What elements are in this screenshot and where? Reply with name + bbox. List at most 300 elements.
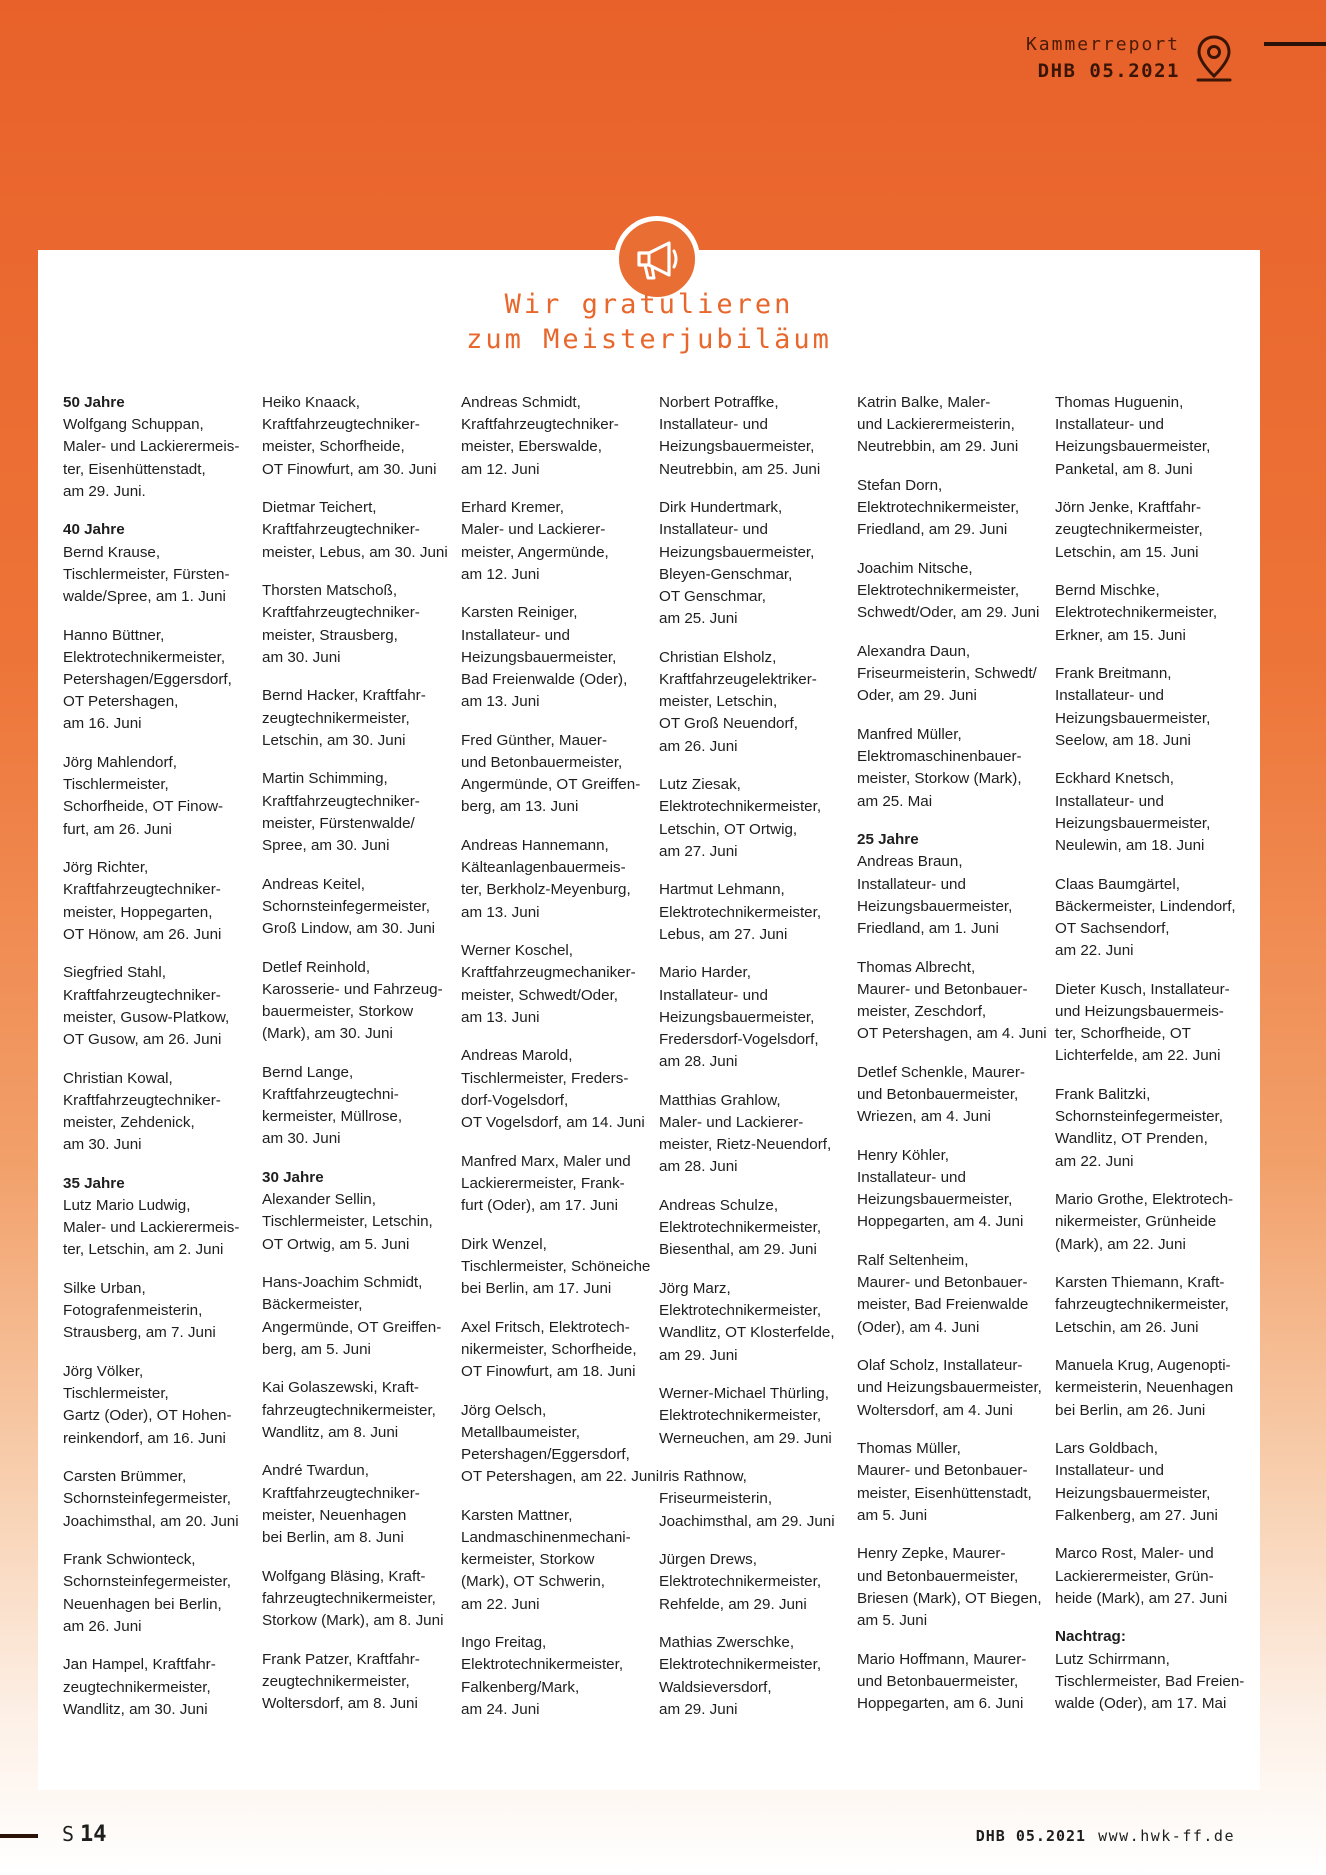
jubilee-entry: [262, 1566, 454, 1633]
entry-line: Lutz Ziesak,: [659, 776, 741, 794]
jubilee-entry: [1055, 874, 1247, 963]
entry-line: Elektrotechnikermeister,: [659, 1219, 822, 1237]
entry-line: zeugtechnikermeister,: [262, 709, 410, 727]
entry-line: am 27. Juni: [659, 842, 738, 860]
entry-line: Jörg Marz,: [659, 1280, 731, 1298]
jubilee-entry: [1055, 1084, 1247, 1173]
entry-line: Martin Schimming,: [262, 770, 388, 788]
entry-line: Matthias Grahlow,: [659, 1091, 781, 1109]
entry-line: Wandlitz, am 8. Juni: [262, 1423, 399, 1441]
jubilee-entry: [461, 1505, 653, 1616]
jubilee-entry: [262, 874, 454, 941]
entry-line: am 22. Juni: [461, 1595, 540, 1613]
entry-line: am 26. Juni: [659, 737, 738, 755]
footer-issue: DHB 05.2021: [975, 1827, 1087, 1845]
entry-line: meister, Zeschdorf,: [857, 1003, 987, 1021]
entry-line: Manfred Müller,: [857, 726, 962, 743]
entry-line: furt, am 26. Juni: [63, 820, 172, 838]
entry-line: Bernd Hacker, Kraftfahr-: [262, 687, 426, 705]
entry-line: furt (Oder), am 17. Juni: [461, 1197, 618, 1215]
entry-line: Schorfheide, OT Finow-: [63, 798, 224, 816]
entry-line: Briesen (Mark), OT Biegen,: [857, 1589, 1042, 1607]
jubilee-entry: [262, 392, 454, 481]
entry-line: Andreas Schmidt,: [461, 394, 581, 411]
entry-line: Mario Harder,: [659, 964, 751, 982]
entry-line: nikermeister, Grünheide: [1055, 1213, 1217, 1231]
entry-line: und Betonbauermeister,: [857, 1672, 1019, 1690]
jubilee-entry: [857, 1438, 1049, 1527]
entry-line: Elektrotechnikermeister,: [659, 798, 822, 816]
entry-line: Erhard Kremer,: [461, 499, 564, 517]
entry-line: Dirk Hundertmark,: [659, 499, 783, 517]
entry-line: Schornsteinfegermeister,: [1055, 1108, 1223, 1126]
entry-line: Lackierermeister, Grün-: [1055, 1567, 1214, 1585]
entry-line: meister, Neuenhagen: [262, 1506, 407, 1524]
entry-line: Wandlitz, am 30. Juni: [63, 1700, 208, 1718]
entry-line: Letschin, am 15. Juni: [1055, 543, 1199, 561]
entry-line: Kraftfahrzeugtechniker-: [63, 986, 221, 1004]
entry-line: Oder, am 29. Juni: [857, 687, 977, 705]
jubilee-entry: [1055, 392, 1247, 481]
entry-line: Biesenthal, am 29. Juni: [659, 1241, 817, 1259]
jubilee-entry: [461, 1317, 653, 1384]
jubilee-entry: [461, 730, 653, 819]
entry-line: Siegfried Stahl,: [63, 964, 166, 982]
entry-line: am 12. Juni: [461, 460, 540, 478]
entry-line: Landmaschinenmechani-: [461, 1529, 631, 1547]
entry-line: Woltersdorf, am 4. Juni: [857, 1401, 1013, 1419]
entry-line: Tischlermeister, Letschin,: [262, 1213, 433, 1231]
jubilee-entry: [262, 957, 454, 1046]
page-number-value: 14: [80, 1822, 107, 1847]
entry-line: Karsten Thiemann, Kraft-: [1055, 1274, 1225, 1292]
jubilee-entry: [461, 602, 653, 713]
entry-line: Bernd Krause,: [63, 543, 161, 561]
entry-line: am 5. Juni: [857, 1506, 928, 1524]
jubilee-entry: [461, 1045, 653, 1134]
entry-line: am 13. Juni: [461, 903, 540, 921]
entry-line: Kraftfahrzeugtechni-: [262, 1086, 399, 1104]
jubilee-entry: [63, 752, 255, 841]
entry-line: meister, Schorfheide,: [262, 438, 405, 456]
entry-line: Heizungsbauermeister,: [1055, 709, 1211, 727]
entry-line: Tischlermeister, Bad Freien-: [1055, 1672, 1245, 1690]
entry-line: Hartmut Lehmann,: [659, 881, 785, 899]
entry-line: (Mark), am 22. Juni: [1055, 1235, 1186, 1253]
entry-line: und Lackierermeisterin,: [857, 416, 1015, 434]
entry-line: reinkendorf, am 16. Juni: [63, 1429, 226, 1447]
entry-line: Wriezen, am 4. Juni: [857, 1108, 991, 1126]
page-title-line1: Wir gratulieren: [504, 289, 794, 320]
entry-line: Elektrotechnikermeister,: [659, 1573, 822, 1591]
entry-line: Friseurmeisterin, Schwedt/: [857, 665, 1037, 683]
entry-line: Friedland, am 29. Juni: [857, 521, 1008, 539]
entry-line: Detlef Schenkle, Maurer-: [857, 1063, 1025, 1081]
entry-line: Jürgen Drews,: [659, 1551, 757, 1569]
entry-line: fahrzeugtechnikermeister,: [262, 1401, 436, 1419]
entry-line: Elektrotechnikermeister,: [659, 1656, 822, 1674]
megaphone-icon: [629, 231, 685, 287]
entry-line: OT Finowfurt, am 18. Juni: [461, 1363, 636, 1381]
entry-line: am 13. Juni: [461, 1008, 540, 1026]
entry-line: Bernd Mischke,: [1055, 582, 1160, 600]
entry-line: Bäckermeister,: [262, 1296, 363, 1314]
jubilee-entry: [63, 1549, 255, 1638]
entry-line: Axel Fritsch, Elektrotech-: [461, 1318, 630, 1336]
entry-line: am 25. Mai: [857, 792, 933, 810]
entry-line: Manuela Krug, Augenopti-: [1055, 1357, 1231, 1375]
jubilee-entry: [262, 1062, 454, 1151]
entry-line: Jörg Richter,: [63, 859, 149, 877]
entry-line: Tischlermeister, Fürsten-: [63, 565, 230, 583]
entry-line: und Heizungsbauermeis-: [1055, 1003, 1224, 1021]
entry-line: Wolfgang Schuppan,: [63, 416, 204, 434]
entry-line: fahrzeugtechnikermeister,: [1055, 1296, 1229, 1314]
entry-line: am 30. Juni: [63, 1136, 142, 1154]
entry-line: Heizungsbauermeister,: [1055, 1484, 1211, 1502]
entry-line: Mario Hoffmann, Maurer-: [857, 1650, 1027, 1668]
entry-line: meister, Lebus, am 30. Juni: [262, 543, 448, 561]
jubilee-entry: [461, 1400, 660, 1489]
jubilee-entry: [1055, 580, 1247, 647]
entry-line: OT Gusow, am 26. Juni: [63, 1031, 222, 1049]
entry-line: Olaf Scholz, Installateur-: [857, 1357, 1023, 1375]
jubilee-entry: [63, 625, 255, 736]
entry-line: Letschin, OT Ortwig,: [659, 820, 798, 838]
entry-line: Heiko Knaack,: [262, 394, 360, 411]
entry-line: Petershagen/Eggersdorf,: [63, 671, 232, 689]
entry-line: Maler- und Lackierermeis-: [63, 438, 240, 456]
entry-line: Frank Balitzki,: [1055, 1086, 1151, 1104]
entry-line: Metallbaumeister,: [461, 1423, 581, 1441]
jubilee-entry: [461, 1151, 653, 1218]
entry-line: am 24. Juni: [461, 1700, 540, 1718]
jubilee-entry: [461, 940, 653, 1029]
entry-line: fahrzeugtechnikermeister,: [262, 1589, 436, 1607]
entry-line: (Oder), am 4. Juni: [857, 1318, 980, 1336]
entry-line: Thorsten Matschoß,: [262, 582, 398, 600]
entry-line: Elektrotechnikermeister,: [857, 499, 1020, 517]
entry-line: am 22. Juni: [1055, 1152, 1134, 1170]
entry-line: meister, Bad Freienwalde: [857, 1296, 1029, 1314]
entry-line: Dietmar Teichert,: [262, 499, 377, 517]
entry-line: Norbert Potraffke,: [659, 394, 779, 411]
entry-line: meister, Schwedt/Oder,: [461, 986, 619, 1004]
entry-line: am 29. Juni.: [63, 482, 146, 500]
jubilee-entry: [1055, 663, 1247, 752]
entry-line: am 16. Juni: [63, 715, 142, 733]
entry-line: André Twardun,: [262, 1462, 369, 1480]
entry-line: OT Genschmar,: [659, 588, 766, 606]
entry-line: Detlef Reinhold,: [262, 958, 371, 976]
section-label: Kammerreport: [1025, 34, 1180, 55]
jubilee-entry: [659, 1383, 851, 1450]
jubilee-entry: [63, 1361, 255, 1450]
entry-line: dorf-Vogelsdorf,: [461, 1091, 569, 1109]
entry-line: Carsten Brümmer,: [63, 1468, 187, 1486]
jubilee-entry: [659, 962, 851, 1073]
jubilee-entry: [857, 1543, 1049, 1632]
header-rule: [1264, 42, 1326, 46]
entry-line: Christian Elsholz,: [659, 648, 777, 666]
entry-line: Jörn Jenke, Kraftfahr-: [1055, 499, 1202, 517]
entry-line: meister, Strausberg,: [262, 626, 398, 644]
entry-line: Heizungsbauermeister,: [659, 438, 815, 456]
entry-line: Kraftfahrzeugtechniker-: [262, 416, 420, 434]
entry-line: Kraftfahrzeugtechniker-: [461, 416, 619, 434]
entry-line: Maurer- und Betonbauer-: [857, 980, 1028, 998]
anniversary-group-entry: [63, 1173, 255, 1262]
entry-line: Installateur- und: [659, 521, 768, 539]
entry-line: bei Berlin, am 26. Juni: [1055, 1401, 1206, 1419]
entry-line: am 5. Juni: [857, 1612, 928, 1630]
jubilee-entry: [461, 392, 653, 481]
entry-line: am 26. Juni: [63, 1617, 142, 1635]
entry-line: Bernd Lange,: [262, 1063, 354, 1081]
entry-line: Mario Grothe, Elektrotech-: [1055, 1191, 1234, 1209]
jubilee-entry: [461, 1632, 653, 1721]
entry-line: Kraftfahrzeugtechniker-: [63, 1091, 221, 1109]
entry-line: und Betonbauermeister,: [461, 754, 623, 772]
entry-line: Neuenhagen bei Berlin,: [63, 1595, 222, 1613]
entry-line: OT Vogelsdorf, am 14. Juni: [461, 1114, 645, 1132]
entry-line: Hanno Büttner,: [63, 626, 165, 644]
entry-line: Neutrebbin, am 29. Juni: [857, 438, 1019, 456]
entry-line: (Mark), OT Schwerin,: [461, 1573, 606, 1591]
entry-line: Falkenberg, am 27. Juni: [1055, 1506, 1218, 1524]
entry-line: berg, am 5. Juni: [262, 1340, 371, 1358]
page-title-line2: zum Meisterjubiläum: [466, 324, 832, 355]
entry-line: Schornsteinfegermeister,: [262, 897, 430, 915]
entry-line: Maler- und Lackierer-: [461, 521, 606, 539]
entry-line: Strausberg, am 7. Juni: [63, 1324, 216, 1342]
entry-line: meister, Eberswalde,: [461, 438, 602, 456]
entry-line: Kraftfahrzeugtechniker-: [63, 881, 221, 899]
entry-line: Fotografenmeisterin,: [63, 1302, 203, 1320]
entry-line: Wolfgang Bläsing, Kraft-: [262, 1567, 426, 1585]
entry-line: heide (Mark), am 27. Juni: [1055, 1589, 1228, 1607]
entry-line: Iris Rathnow,: [659, 1468, 747, 1486]
entry-line: Lackierermeister, Frank-: [461, 1174, 625, 1192]
entry-line: Maler- und Lackierer-: [659, 1114, 804, 1132]
jubilee-entry: [1055, 1438, 1247, 1527]
entry-line: Kälteanlagenbauermeis-: [461, 859, 626, 877]
page-header: [726, 28, 1326, 88]
jubilee-entry: [659, 1195, 851, 1262]
entry-line: Heizungsbauermeister,: [1055, 814, 1211, 832]
jubilee-entry: [857, 1355, 1049, 1422]
anniversary-heading: 25 Jahre: [857, 831, 919, 849]
jubilee-entry: [659, 1278, 851, 1367]
entry-line: am 30. Juni: [262, 648, 341, 666]
entry-line: Andreas Braun,: [857, 853, 963, 871]
entry-line: Schornsteinfegermeister,: [63, 1573, 231, 1591]
column-1: [63, 392, 255, 1737]
entry-line: Heizungsbauermeister,: [857, 1191, 1013, 1209]
entry-line: (Mark), am 30. Juni: [262, 1025, 393, 1043]
jubilee-entry: [659, 1090, 851, 1179]
entry-line: Lichterfelde, am 22. Juni: [1055, 1047, 1221, 1065]
entry-line: Kraftfahrzeugtechniker-: [262, 792, 420, 810]
entry-line: ter, Berkholz-Meyenburg,: [461, 881, 631, 899]
entry-line: und Heizungsbauermeister,: [857, 1379, 1042, 1397]
entry-line: Henry Köhler,: [857, 1146, 950, 1164]
jubilee-entry: [262, 1377, 454, 1444]
anniversary-heading: 35 Jahre: [63, 1174, 125, 1192]
entry-line: am 13. Juni: [461, 693, 540, 711]
entry-line: Andreas Schulze,: [659, 1197, 779, 1215]
entry-line: Elektromaschinenbauer-: [857, 748, 1022, 766]
entry-line: am 25. Juni: [659, 610, 738, 628]
entry-line: Lars Goldbach,: [1055, 1440, 1158, 1458]
entry-line: Kraftfahrzeugelektriker-: [659, 671, 817, 689]
entry-line: Falkenberg/Mark,: [461, 1678, 580, 1696]
entry-line: Installateur- und: [461, 626, 570, 644]
jubilee-entry: [857, 1062, 1049, 1129]
entry-line: Elektrotechnikermeister,: [659, 1407, 822, 1425]
column-5: [857, 392, 1049, 1732]
entry-line: Thomas Albrecht,: [857, 958, 976, 976]
entry-line: ter, Letschin, am 2. Juni: [63, 1241, 224, 1259]
page-prefix: S: [62, 1822, 75, 1846]
entry-line: Erkner, am 15. Juni: [1055, 626, 1186, 644]
entry-line: Schornsteinfegermeister,: [63, 1490, 231, 1508]
entry-line: zeugtechnikermeister,: [262, 1672, 410, 1690]
jubilee-entry: [262, 768, 454, 857]
entry-line: Bleyen-Genschmar,: [659, 565, 793, 583]
entry-line: Panketal, am 8. Juni: [1055, 460, 1193, 478]
entry-line: meister, Rietz-Neuendorf,: [659, 1136, 832, 1154]
entry-line: Waldsieversdorf,: [659, 1678, 772, 1696]
entry-line: Werner-Michael Thürling,: [659, 1385, 829, 1403]
anniversary-group-entry: [63, 519, 255, 608]
jubilee-entry: [262, 685, 454, 752]
entry-line: Frank Patzer, Kraftfahr-: [262, 1650, 420, 1668]
jubilee-entry: [659, 1549, 851, 1616]
entry-line: zeugtechnikermeister,: [1055, 521, 1203, 539]
entry-line: walde (Oder), am 17. Mai: [1055, 1695, 1227, 1713]
entry-line: Gartz (Oder), OT Hohen-: [63, 1407, 232, 1425]
column-6: [1055, 392, 1247, 1732]
entry-line: Silke Urban,: [63, 1280, 146, 1298]
jubilee-entry: [659, 1632, 851, 1721]
jubilee-entry: [659, 647, 851, 758]
entry-line: Elektrotechnikermeister,: [1055, 604, 1218, 622]
entry-line: Storkow (Mark), am 8. Juni: [262, 1612, 444, 1630]
jubilee-entry: [1055, 1189, 1247, 1256]
entry-line: Manfred Marx, Maler und: [461, 1152, 631, 1170]
entry-line: walde/Spree, am 1. Juni: [63, 588, 226, 606]
page-number: [62, 1822, 107, 1847]
entry-line: Installateur- und: [1055, 416, 1164, 434]
entry-line: Lutz Mario Ludwig,: [63, 1197, 191, 1215]
anniversary-group-entry: [262, 1167, 454, 1256]
jubilee-entry: [659, 497, 851, 630]
entry-line: Marco Rost, Maler- und: [1055, 1545, 1214, 1563]
entry-line: Tischlermeister, Schöneiche: [461, 1257, 651, 1275]
entry-line: Karsten Reiniger,: [461, 604, 578, 622]
jubilee-entry: [461, 835, 653, 924]
entry-line: Andreas Marold,: [461, 1047, 573, 1065]
jubilee-entry: [63, 1068, 255, 1157]
entry-line: Bad Freienwalde (Oder),: [461, 671, 628, 689]
entry-line: bei Berlin, am 17. Juni: [461, 1280, 612, 1298]
entry-line: Henry Zepke, Maurer-: [857, 1545, 1006, 1563]
entry-line: Karsten Mattner,: [461, 1506, 573, 1524]
entry-line: Joachimsthal, am 29. Juni: [659, 1512, 835, 1530]
entry-line: Heizungsbauermeister,: [857, 897, 1013, 915]
anniversary-group-entry: [1055, 1626, 1247, 1715]
entry-line: meister, Gusow-Platkow,: [63, 1008, 230, 1026]
jubilee-entry: [857, 957, 1049, 1046]
entry-line: meister, Storkow (Mark),: [857, 770, 1022, 788]
entry-line: Jörg Mahlendorf,: [63, 754, 177, 772]
entry-line: Spree, am 30. Juni: [262, 837, 390, 855]
entry-line: Ingo Freitag,: [461, 1634, 547, 1652]
entry-line: Angermünde, OT Greiffen-: [461, 776, 641, 794]
entry-line: Kraftfahrzeugtechniker-: [262, 1484, 420, 1502]
column-4: [659, 392, 851, 1737]
footer-url[interactable]: www.hwk-ff.de: [1098, 1827, 1235, 1845]
entry-line: Heizungsbauermeister,: [461, 648, 617, 666]
entry-line: zeugtechnikermeister,: [63, 1678, 211, 1696]
entry-line: Letschin, am 30. Juni: [262, 731, 406, 749]
entry-line: nikermeister, Schorfheide,: [461, 1340, 637, 1358]
entry-line: Stefan Dorn,: [857, 477, 943, 494]
entry-line: Elektrotechnikermeister,: [659, 903, 822, 921]
entry-line: OT Ortwig, am 5. Juni: [262, 1235, 410, 1253]
entry-line: meister, Angermünde,: [461, 543, 609, 561]
entry-line: OT Groß Neuendorf,: [659, 715, 798, 733]
entry-line: kermeister, Müllrose,: [262, 1108, 403, 1126]
entry-line: Friseurmeisterin,: [659, 1490, 773, 1508]
entry-line: Kraftfahrzeugtechniker-: [262, 521, 420, 539]
jubilee-entry: [857, 1250, 1049, 1339]
column-2: [262, 392, 454, 1732]
entry-line: Frank Breitmann,: [1055, 665, 1172, 683]
jubilee-entry: [1055, 1272, 1247, 1339]
entry-line: am 28. Juni: [659, 1158, 738, 1176]
entry-line: berg, am 13. Juni: [461, 798, 579, 816]
entry-line: meister, Fürstenwalde/: [262, 814, 415, 832]
jubilee-entry: [659, 774, 851, 863]
entry-line: Heizungsbauermeister,: [659, 543, 815, 561]
entry-line: Hoppegarten, am 4. Juni: [857, 1213, 1024, 1231]
entry-line: Seelow, am 18. Juni: [1055, 731, 1191, 749]
entry-line: und Betonbauermeister,: [857, 1086, 1019, 1104]
anniversary-heading: 40 Jahre: [63, 521, 125, 539]
entry-line: Alexander Sellin,: [262, 1191, 376, 1209]
entry-line: Mathias Zwerschke,: [659, 1634, 795, 1652]
entry-line: Fredersdorf-Vogelsdorf,: [659, 1031, 819, 1049]
entry-line: bei Berlin, am 8. Juni: [262, 1529, 404, 1547]
entry-line: Heizungsbauermeister,: [1055, 438, 1211, 456]
entry-line: Bäckermeister, Lindendorf,: [1055, 897, 1236, 915]
jubilee-entry: [857, 641, 1049, 708]
anniversary-heading: 50 Jahre: [63, 394, 125, 411]
entry-line: Tischlermeister, Freders-: [461, 1069, 629, 1087]
anniversary-group-entry: [857, 829, 1049, 940]
entry-line: OT Petershagen, am 4. Juni: [857, 1025, 1047, 1043]
entry-line: Jörg Völker,: [63, 1363, 144, 1381]
entry-line: Joachim Nitsche,: [857, 560, 973, 577]
entry-line: Elektrotechnikermeister,: [659, 1302, 822, 1320]
entry-line: Dirk Wenzel,: [461, 1235, 547, 1253]
entry-line: Eckhard Knetsch,: [1055, 770, 1175, 788]
entry-line: Werner Koschel,: [461, 942, 573, 960]
jubilee-entry: [262, 1460, 454, 1549]
entry-line: Maler- und Lackierermeis-: [63, 1219, 240, 1237]
